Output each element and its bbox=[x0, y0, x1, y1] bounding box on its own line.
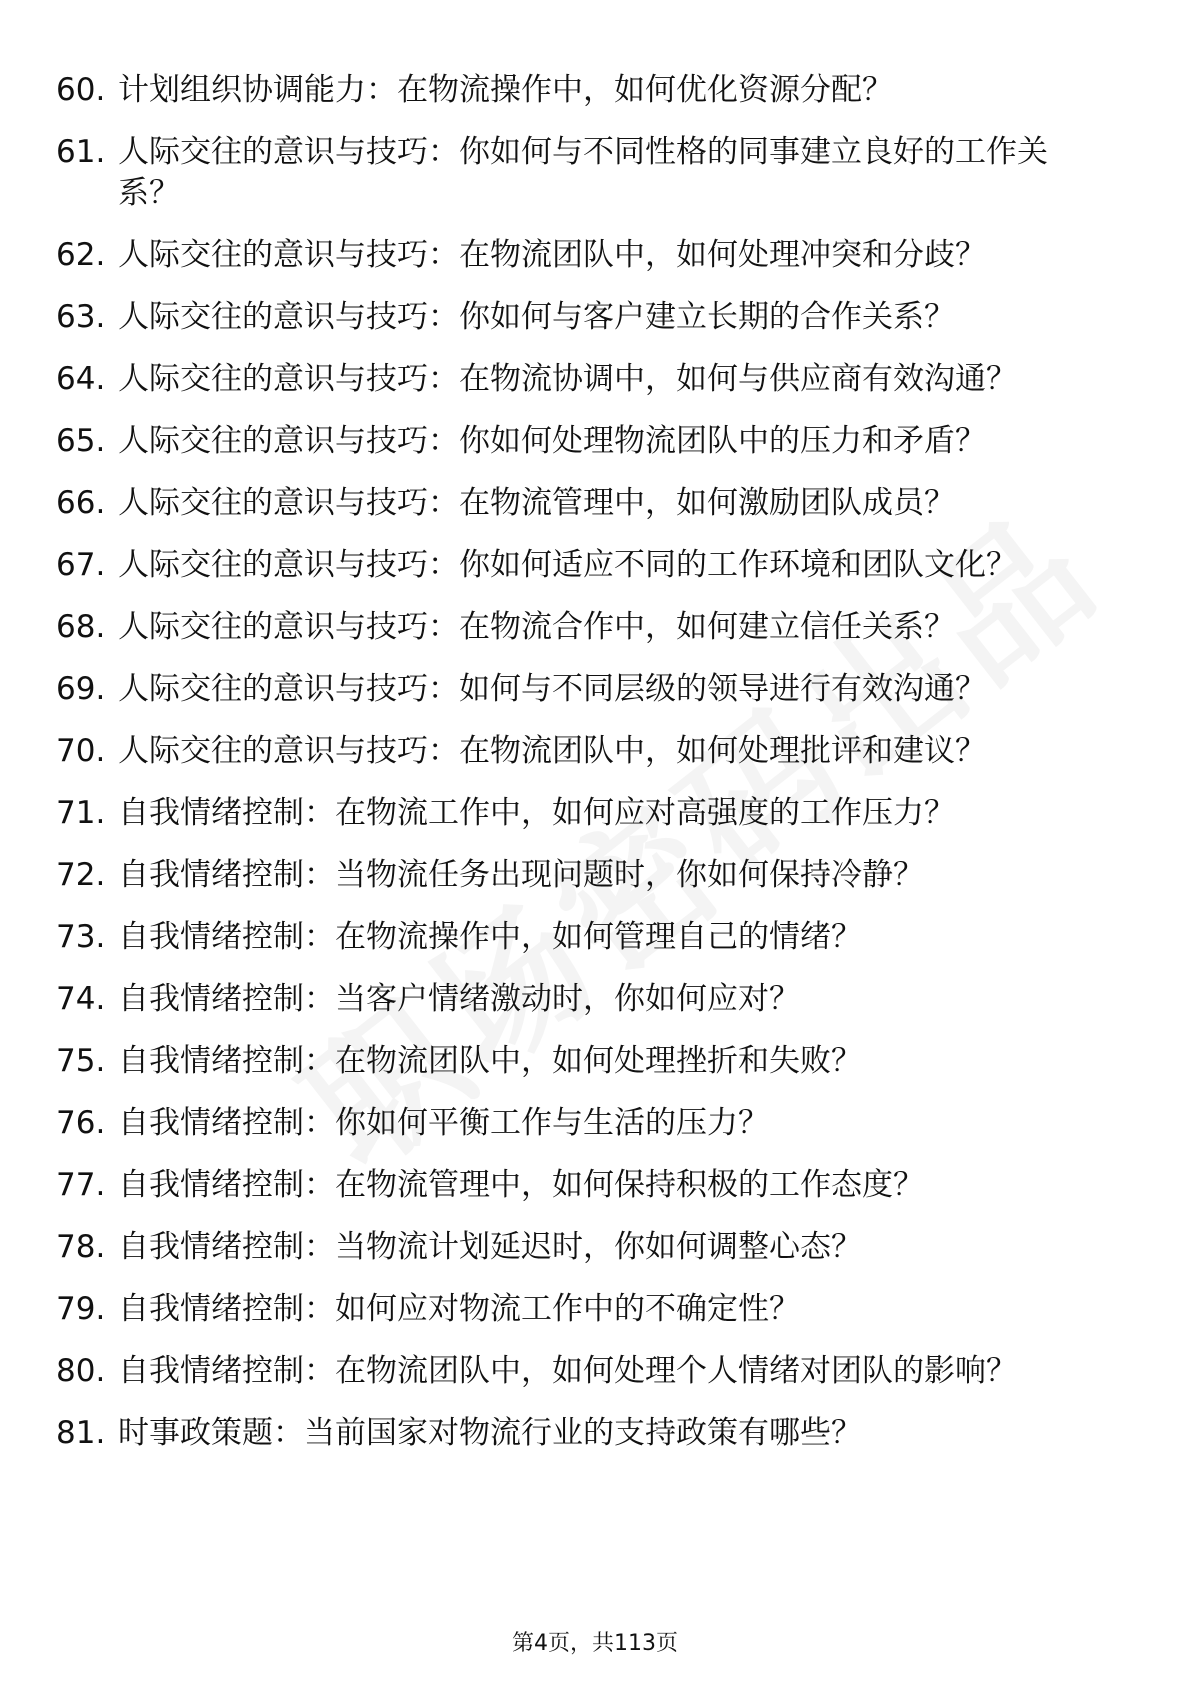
question-text: 自我情绪控制：你如何平衡工作与生活的压力？ bbox=[118, 1105, 769, 1141]
list-item bbox=[56, 1351, 1106, 1392]
question-number: 73. bbox=[56, 919, 106, 955]
question-number: 67. bbox=[56, 547, 106, 583]
question-number: 75. bbox=[56, 1043, 106, 1079]
question-number: 69. bbox=[56, 671, 106, 707]
question-text: 自我情绪控制：当物流计划延迟时，你如何调整心态？ bbox=[118, 1229, 862, 1265]
list-item bbox=[56, 421, 1106, 462]
question-text: 自我情绪控制：在物流管理中，如何保持积极的工作态度？ bbox=[118, 1167, 924, 1203]
list-item bbox=[56, 793, 1106, 834]
question-number: 80. bbox=[56, 1353, 106, 1389]
question-number: 70. bbox=[56, 733, 106, 769]
list-item bbox=[56, 979, 1106, 1020]
question-text: 人际交往的意识与技巧：你如何与客户建立长期的合作关系？ bbox=[118, 299, 955, 335]
question-number: 74. bbox=[56, 981, 106, 1017]
list-item bbox=[56, 1041, 1106, 1082]
question-text: 自我情绪控制：在物流操作中，如何管理自己的情绪？ bbox=[118, 919, 862, 955]
question-text: 自我情绪控制：如何应对物流工作中的不确定性？ bbox=[118, 1291, 800, 1327]
question-number: 63. bbox=[56, 299, 106, 335]
question-text: 自我情绪控制：在物流团队中，如何处理个人情绪对团队的影响？ bbox=[118, 1353, 1017, 1389]
list-item bbox=[56, 669, 1106, 710]
question-text: 自我情绪控制：当物流任务出现问题时，你如何保持冷静？ bbox=[118, 857, 924, 893]
list-item bbox=[56, 297, 1106, 338]
list-item bbox=[56, 359, 1106, 400]
question-text: 计划组织协调能力：在物流操作中，如何优化资源分配？ bbox=[118, 72, 893, 108]
list-item bbox=[56, 607, 1106, 648]
question-number: 77. bbox=[56, 1167, 106, 1203]
question-number: 60. bbox=[56, 72, 106, 108]
question-number: 66. bbox=[56, 485, 106, 521]
list-item bbox=[56, 1103, 1106, 1144]
question-number: 65. bbox=[56, 423, 106, 459]
question-text: 人际交往的意识与技巧：在物流团队中，如何处理冲突和分歧？ bbox=[118, 237, 986, 273]
list-item bbox=[56, 1413, 1106, 1454]
list-item bbox=[56, 855, 1106, 896]
page-footer: 第4页，共113页 bbox=[512, 1631, 678, 1656]
list-item bbox=[56, 545, 1106, 586]
list-item bbox=[56, 731, 1106, 772]
question-number: 72. bbox=[56, 857, 106, 893]
question-number: 71. bbox=[56, 795, 106, 831]
question-number: 62. bbox=[56, 237, 106, 273]
question-list bbox=[56, 70, 1106, 1475]
list-item bbox=[56, 132, 1106, 214]
question-number: 79. bbox=[56, 1291, 106, 1327]
list-item bbox=[56, 1227, 1106, 1268]
question-text: 自我情绪控制：在物流工作中，如何应对高强度的工作压力？ bbox=[118, 795, 955, 831]
question-text: 自我情绪控制：当客户情绪激动时，你如何应对？ bbox=[118, 981, 800, 1017]
question-number: 61. bbox=[56, 134, 106, 170]
list-item bbox=[56, 235, 1106, 276]
question-text: 人际交往的意识与技巧：在物流团队中，如何处理批评和建议？ bbox=[118, 733, 986, 769]
question-number: 78. bbox=[56, 1229, 106, 1265]
question-text: 时事政策题：当前国家对物流行业的支持政策有哪些？ bbox=[118, 1415, 862, 1451]
list-item bbox=[56, 917, 1106, 958]
list-item bbox=[56, 70, 1106, 111]
question-text: 人际交往的意识与技巧：在物流管理中，如何激励团队成员？ bbox=[118, 485, 955, 521]
list-item bbox=[56, 1289, 1106, 1330]
question-text: 人际交往的意识与技巧：在物流合作中，如何建立信任关系？ bbox=[118, 609, 955, 645]
question-text: 人际交往的意识与技巧：在物流协调中，如何与供应商有效沟通？ bbox=[118, 361, 1017, 397]
question-number: 81. bbox=[56, 1415, 106, 1451]
question-number: 64. bbox=[56, 361, 106, 397]
question-text: 人际交往的意识与技巧：你如何处理物流团队中的压力和矛盾？ bbox=[118, 423, 986, 459]
question-number: 68. bbox=[56, 609, 106, 645]
question-text: 自我情绪控制：在物流团队中，如何处理挫折和失败？ bbox=[118, 1043, 862, 1079]
question-text: 人际交往的意识与技巧：你如何适应不同的工作环境和团队文化？ bbox=[118, 547, 1017, 583]
question-text: 人际交往的意识与技巧：你如何与不同性格的同事建立良好的工作关系？ bbox=[118, 134, 1048, 211]
list-item bbox=[56, 1165, 1106, 1206]
question-text: 人际交往的意识与技巧：如何与不同层级的领导进行有效沟通？ bbox=[118, 671, 986, 707]
list-item bbox=[56, 483, 1106, 524]
question-number: 76. bbox=[56, 1105, 106, 1141]
